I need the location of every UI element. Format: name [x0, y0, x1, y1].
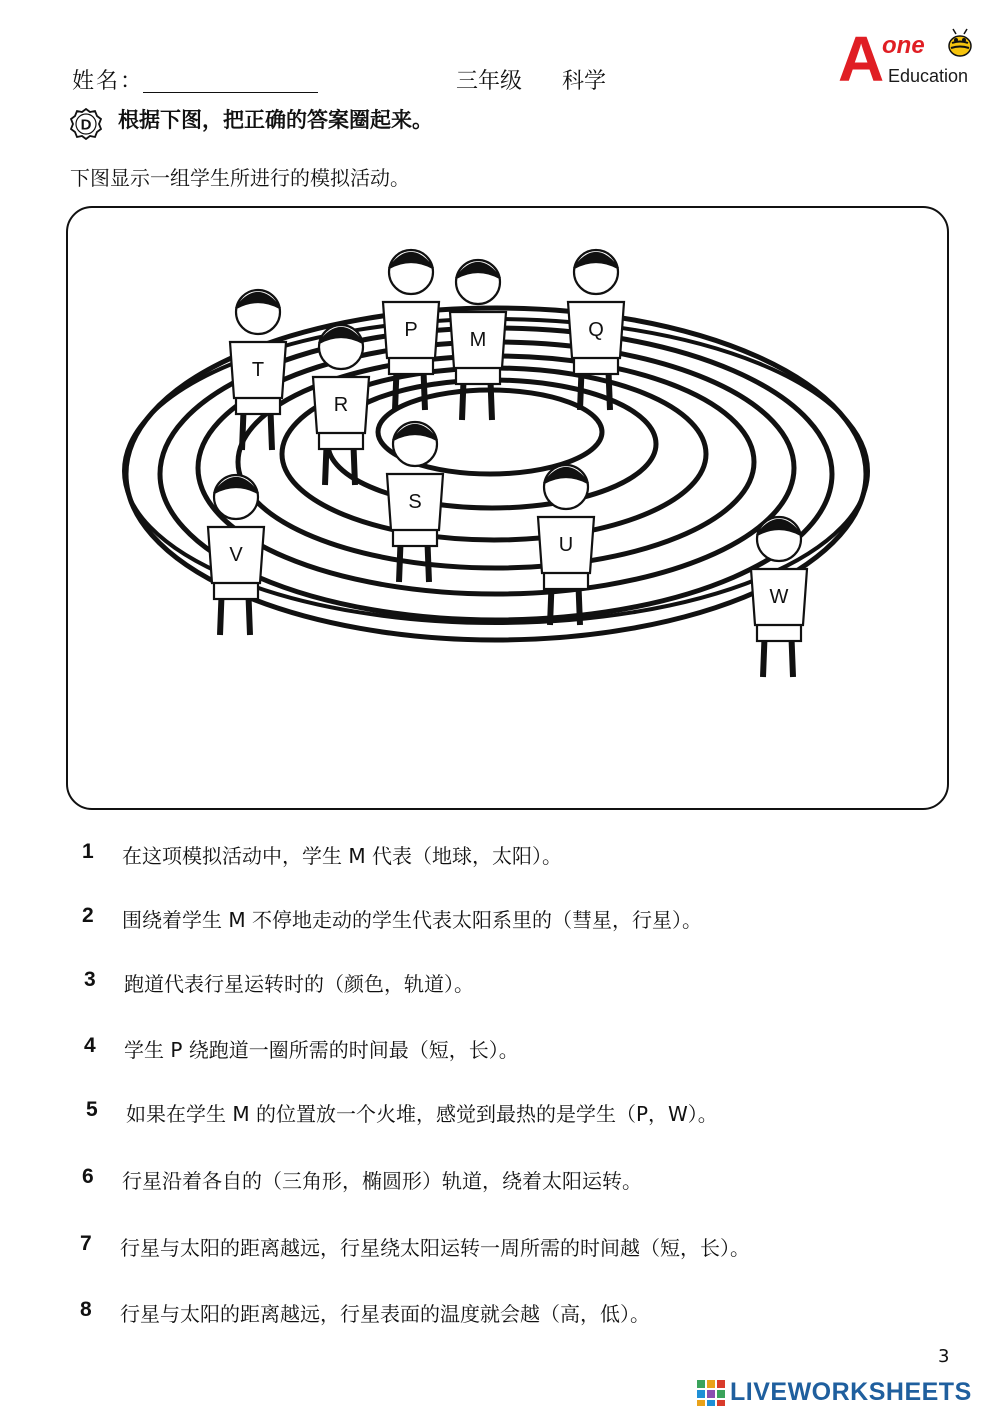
question-item — [84, 968, 964, 998]
question-number: 1 — [82, 840, 94, 863]
orbit-simulation-illustration — [66, 206, 949, 810]
grade-label: 三年级 — [456, 69, 523, 94]
student-figure — [208, 475, 264, 635]
question-text[interactable]: 行星与太阳的距离越远，行星绕太阳运转一周所需的时间越（短，长）。 — [120, 1236, 750, 1260]
question-number: 2 — [82, 904, 94, 927]
student-label: V — [229, 544, 243, 566]
liveworksheets-brand — [696, 1378, 996, 1408]
question-text[interactable]: 围绕着学生 M 不停地走动的学生代表太阳系里的（彗星，行星）。 — [122, 908, 702, 932]
section-instruction: 根据下图，把正确的答案圈起来。 — [118, 108, 433, 132]
question-item — [82, 1165, 962, 1195]
student-figure — [230, 290, 286, 450]
subject-label: 科学 — [562, 69, 607, 94]
figure-intro: 下图显示一组学生所进行的模拟活动。 — [70, 166, 410, 190]
question-text[interactable]: 在这项模拟活动中，学生 M 代表（地球，太阳）。 — [122, 844, 562, 868]
student-label: Q — [588, 319, 604, 341]
section-badge-icon — [70, 108, 102, 140]
question-text[interactable]: 跑道代表行星运转时的（颜色，轨道）。 — [124, 972, 474, 996]
question-item — [86, 1098, 966, 1128]
logo-word-one: one — [882, 32, 925, 59]
question-item — [82, 904, 962, 934]
question-number: 4 — [84, 1034, 96, 1057]
name-label: 姓名： — [72, 69, 145, 94]
liveworksheets-logo-icon — [696, 1379, 726, 1407]
student-label: U — [558, 534, 574, 556]
student-label: M — [469, 329, 487, 351]
question-item — [82, 840, 962, 870]
section-badge-letter: D — [80, 116, 92, 134]
question-item — [84, 1034, 964, 1064]
logo-letter: A — [838, 23, 885, 95]
question-number: 3 — [84, 968, 96, 991]
question-text[interactable]: 学生 P 绕跑道一圈所需的时间最（短，长）。 — [124, 1038, 519, 1062]
question-item — [80, 1232, 960, 1262]
student-label: S — [408, 491, 422, 513]
student-figure — [450, 260, 506, 420]
bee-icon — [946, 28, 974, 58]
question-text[interactable]: 行星沿着各自的（三角形，椭圆形）轨道，绕着太阳运转。 — [122, 1169, 642, 1193]
name-input-line[interactable] — [143, 92, 318, 93]
student-label: W — [769, 586, 789, 608]
question-item — [80, 1298, 960, 1328]
question-number: 7 — [80, 1232, 92, 1255]
student-figure — [751, 517, 807, 677]
liveworksheets-wordmark: LIVEWORKSHEETS — [730, 1378, 972, 1406]
question-number: 6 — [82, 1165, 94, 1188]
aone-education-logo — [838, 23, 983, 95]
logo-word-education: Education — [888, 66, 969, 86]
student-label: R — [333, 394, 349, 416]
question-number: 5 — [86, 1098, 98, 1121]
question-number: 8 — [80, 1298, 92, 1321]
page-number: 3 — [938, 1346, 950, 1367]
question-text[interactable]: 行星与太阳的距离越远，行星表面的温度就会越（高，低）。 — [120, 1302, 650, 1326]
student-figure — [538, 465, 594, 625]
student-label: T — [251, 359, 265, 381]
question-text[interactable]: 如果在学生 M 的位置放一个火堆，感觉到最热的是学生（P，W）。 — [126, 1102, 718, 1126]
student-label: P — [404, 319, 418, 341]
student-figure — [313, 325, 369, 485]
